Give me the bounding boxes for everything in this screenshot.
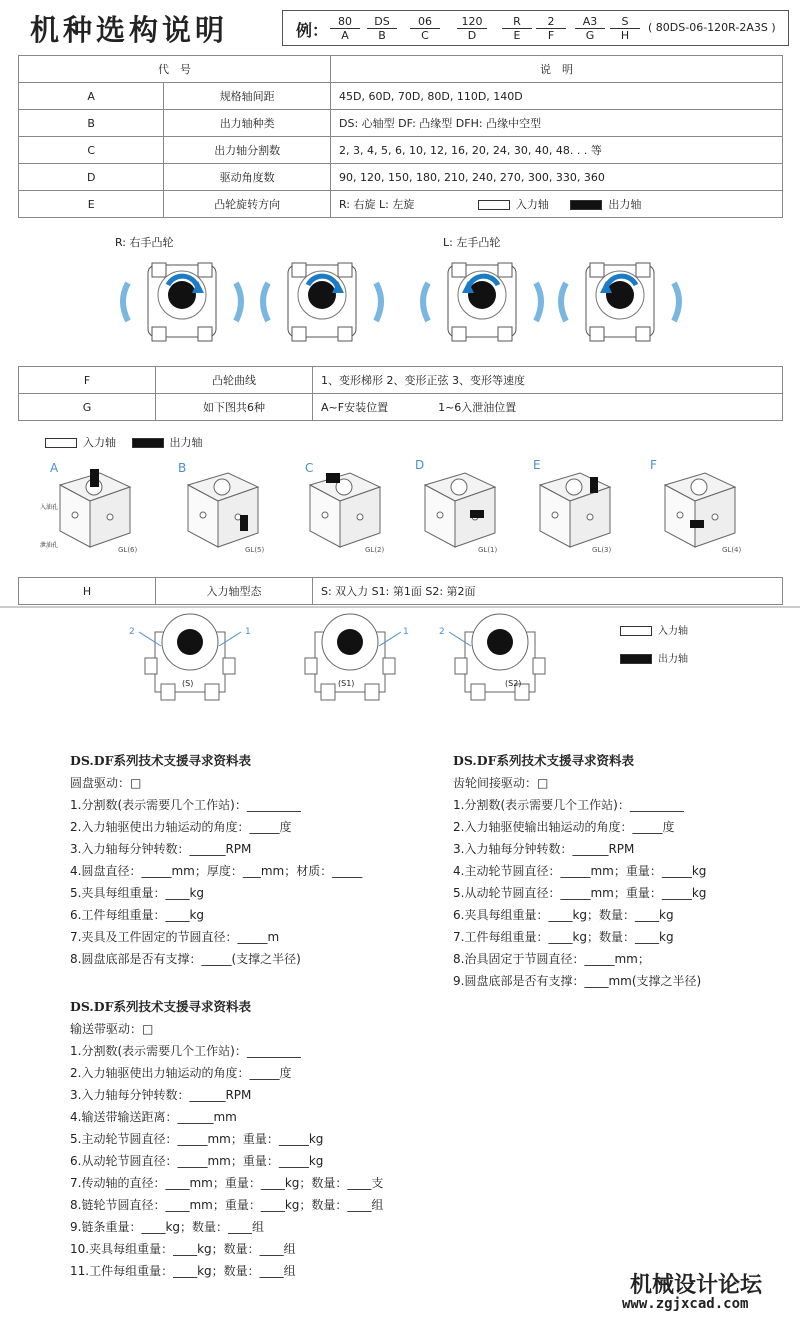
table-row: [19, 191, 783, 218]
form-item[interactable]: 10.夹具每组重量：____kg；数量：____组: [70, 1242, 296, 1256]
legend-in: 入力轴: [478, 198, 549, 211]
form-item[interactable]: 5.夹具每组重量：____kg: [70, 886, 205, 900]
svg-text:1: 1: [245, 627, 251, 637]
mount-letter-f: F: [650, 458, 657, 472]
table-row: [19, 83, 783, 110]
form-item[interactable]: 3.入力轴每分钟转数：______RPM: [70, 842, 252, 856]
shaft-legend-out: 出力轴: [620, 650, 688, 665]
table-row: [19, 137, 783, 164]
form-item[interactable]: 3.入力轴每分钟转数：______RPM: [453, 842, 635, 856]
form-item[interactable]: 1.分割数(表示需要几个工作站)：_________: [453, 798, 684, 812]
form-subtitle[interactable]: 齿轮间接驱动：□: [453, 776, 549, 790]
row-code: A: [19, 83, 164, 110]
form-item[interactable]: 2.入力轴驱使出力轴运动的角度：_____度: [70, 820, 292, 834]
row-code: C: [19, 137, 164, 164]
example-code-pairs: [330, 10, 640, 44]
row-code: F: [19, 367, 156, 394]
spec-table-2: [18, 366, 783, 421]
row-name: 驱动角度数: [164, 164, 331, 191]
form-item[interactable]: 8.治具固定于节圆直径：_____mm；: [453, 952, 650, 966]
form-item[interactable]: 5.主动轮节圆直径：_____mm；重量：_____kg: [70, 1132, 324, 1146]
shaft-label-s: (S): [182, 679, 194, 688]
gl-label: GL(4): [722, 546, 742, 554]
row-code: D: [19, 164, 164, 191]
form-item[interactable]: 6.夹具每组重量：____kg；数量：____kg: [453, 908, 674, 922]
shaft-label-s2: (S2): [505, 679, 522, 688]
gl-label: GL(5): [245, 546, 265, 554]
section-divider: [0, 606, 800, 608]
table-row: [19, 110, 783, 137]
right-cam-label: R: 右手凸轮: [115, 236, 174, 249]
form-item[interactable]: 7.工件每组重量：____kg；数量：____kg: [453, 930, 674, 944]
row-name: 凸轮旋转方向: [164, 191, 331, 218]
form-item[interactable]: 2.入力轴驱使输出轴运动的角度：_____度: [453, 820, 675, 834]
gl-label: GL(6): [118, 546, 138, 554]
form-item[interactable]: 8.链轮节圆直径：____mm；重量：____kg；数量：____组: [70, 1198, 384, 1212]
table-row: [19, 164, 783, 191]
cam-figure-r1: [123, 263, 241, 341]
mount-position-f: [665, 473, 735, 547]
form-title: DS.DF系列技术支援寻求资料表: [70, 753, 251, 768]
mount-letter-c: C: [305, 461, 314, 475]
row-name: 出力轴分割数: [164, 137, 331, 164]
left-cam-label: L: 左手凸轮: [443, 236, 501, 249]
row-desc: 1、变形梯形 2、变形正弦 3、变形等速度: [313, 367, 783, 394]
cam-figure-l2: [561, 263, 679, 341]
gl-label: GL(1): [478, 546, 498, 554]
mount-letter-b: B: [178, 461, 187, 475]
table-row: [19, 394, 783, 421]
rotation-text: R: 右旋 L: 左旋: [339, 198, 415, 211]
form-disc-drive: [70, 750, 430, 970]
row-desc: 90, 120, 150, 180, 210, 240, 270, 300, 330, 360: [331, 164, 783, 191]
form-subtitle[interactable]: 输送带驱动：□: [70, 1022, 154, 1036]
form-item[interactable]: 6.工件每组重量：____kg: [70, 908, 205, 922]
form-item[interactable]: 1.分割数(表示需要几个工作站)：_________: [70, 798, 301, 812]
mount-position-a: [60, 469, 130, 547]
mount-letter-e: E: [533, 458, 541, 472]
shaft-legend-in: 入力轴: [620, 622, 688, 637]
form-belt-drive: [70, 996, 450, 1282]
example-pair: 120 D: [457, 15, 487, 42]
watermark-text: 机械设计论坛: [630, 1272, 763, 1298]
form-item[interactable]: 9.圆盘底部是否有支撑：____mm(支撑之半径): [453, 974, 702, 988]
row-desc: [331, 191, 783, 218]
form-item[interactable]: 9.链条重量：____kg；数量：____组: [70, 1220, 265, 1234]
example-pair: 06 C: [410, 15, 440, 42]
page-title: 机种选构说明: [30, 13, 229, 47]
example-pair: 80 A: [330, 15, 360, 42]
watermark-url: www.zgjxcad.com: [622, 1296, 749, 1312]
example-pair: A3 G: [575, 15, 605, 42]
table-header-row: [19, 56, 783, 83]
mount-letter-a: A: [50, 461, 59, 475]
output-shaft-swatch: [570, 200, 602, 210]
form-gear-drive: [453, 750, 793, 992]
cam-figure-r2: [263, 263, 381, 341]
example-pair: S H: [610, 15, 640, 42]
legend-out-label: 出力轴: [169, 436, 203, 449]
form-item[interactable]: 4.输送带输送距离：______mm: [70, 1110, 237, 1124]
row-desc: DS: 心轴型 DF: 凸缘型 DFH: 凸缘中空型: [331, 110, 783, 137]
row-name: 出力轴种类: [164, 110, 331, 137]
row-desc: S: 双入力 S1: 第1面 S2: 第2面: [313, 578, 783, 605]
form-item[interactable]: 7.传动轴的直径：____mm；重量：____kg；数量：____支: [70, 1176, 384, 1190]
output-shaft-swatch: [132, 438, 164, 448]
example-pair: R E: [502, 15, 532, 42]
shaft-type-s2: [439, 614, 545, 700]
mount-position-b: [188, 473, 258, 547]
row-code: E: [19, 191, 164, 218]
header-code: 代 号: [19, 56, 331, 83]
spec-table-1: [18, 55, 783, 218]
form-item[interactable]: 5.从动轮节圆直径：_____mm；重量：_____kg: [453, 886, 707, 900]
cam-figure-l1: [423, 263, 541, 341]
example-full-code: ( 80DS-06-120R-2A3S ): [648, 21, 776, 34]
mount-position-d: [425, 473, 495, 547]
form-item[interactable]: 3.入力轴每分钟转数：______RPM: [70, 1088, 252, 1102]
row-name: 入力轴型态: [156, 578, 313, 605]
form-subtitle[interactable]: 圆盘驱动：□: [70, 776, 142, 790]
svg-text:1: 1: [403, 627, 409, 637]
row-desc: 2, 3, 4, 5, 6, 10, 12, 16, 20, 24, 30, 40, 48. . . 等: [331, 137, 783, 164]
gl-label: GL(2): [365, 546, 385, 554]
table-row: [19, 367, 783, 394]
spec-table-3: [18, 577, 783, 605]
input-shaft-swatch: [478, 200, 510, 210]
example-pair: DS B: [367, 15, 397, 42]
gl-label: GL(3): [592, 546, 612, 554]
row-desc: A~F安装位置 1~6入泄油位置: [313, 394, 783, 421]
row-name: 凸轮曲线: [156, 367, 313, 394]
row-name: 如下图共6种: [156, 394, 313, 421]
shaft-label-s1: (S1): [338, 679, 355, 688]
shaft-type-s1: [305, 614, 409, 700]
input-shaft-swatch: [620, 626, 652, 636]
form-item[interactable]: 2.入力轴驱使出力轴运动的角度：_____度: [70, 1066, 292, 1080]
form-item[interactable]: 1.分割数(表示需要几个工作站)：_________: [70, 1044, 301, 1058]
row-name: 规格轴间距: [164, 83, 331, 110]
form-item[interactable]: 7.夹具及工件固定的节圆直径：_____m: [70, 930, 280, 944]
form-title: DS.DF系列技术支援寻求资料表: [453, 753, 634, 768]
svg-text:2: 2: [129, 627, 135, 637]
form-item[interactable]: 8.圆盘底部是否有支撑：_____(支撑之半径): [70, 952, 301, 966]
example-label: 例：: [296, 21, 329, 40]
mounting-position-figures: [30, 455, 770, 565]
form-item[interactable]: 4.圆盘直径：_____mm；厚度：___mm；材质：_____: [70, 864, 363, 878]
mount-position-c: [310, 473, 380, 547]
header-desc: 说 明: [331, 56, 783, 83]
svg-text:2: 2: [439, 627, 445, 637]
form-title: DS.DF系列技术支援寻求资料表: [70, 999, 251, 1014]
cam-rotation-figures: [110, 255, 690, 355]
mount-letter-d: D: [415, 458, 425, 472]
oil-inlet-label: 入油孔: [40, 504, 59, 511]
legend-out: 出力轴: [570, 198, 641, 211]
mount-position-e: [540, 473, 610, 547]
input-shaft-swatch: [45, 438, 77, 448]
form-item[interactable]: 4.主动轮节圆直径：_____mm；重量：_____kg: [453, 864, 707, 878]
example-pair: 2 F: [536, 15, 566, 42]
form-item[interactable]: 11.工件每组重量：____kg；数量：____组: [70, 1264, 296, 1278]
row-code: H: [19, 578, 156, 605]
legend-in-label: 入力轴: [83, 436, 116, 449]
mount-legend: [45, 434, 203, 450]
oil-drain-label: 泄油孔: [40, 542, 59, 549]
row-code: B: [19, 110, 164, 137]
table-row: [19, 578, 783, 605]
form-item[interactable]: 6.从动轮节圆直径：_____mm；重量：_____kg: [70, 1154, 324, 1168]
output-shaft-swatch: [620, 654, 652, 664]
row-desc: 45D, 60D, 70D, 80D, 110D, 140D: [331, 83, 783, 110]
row-code: G: [19, 394, 156, 421]
shaft-type-figures: [125, 612, 565, 704]
